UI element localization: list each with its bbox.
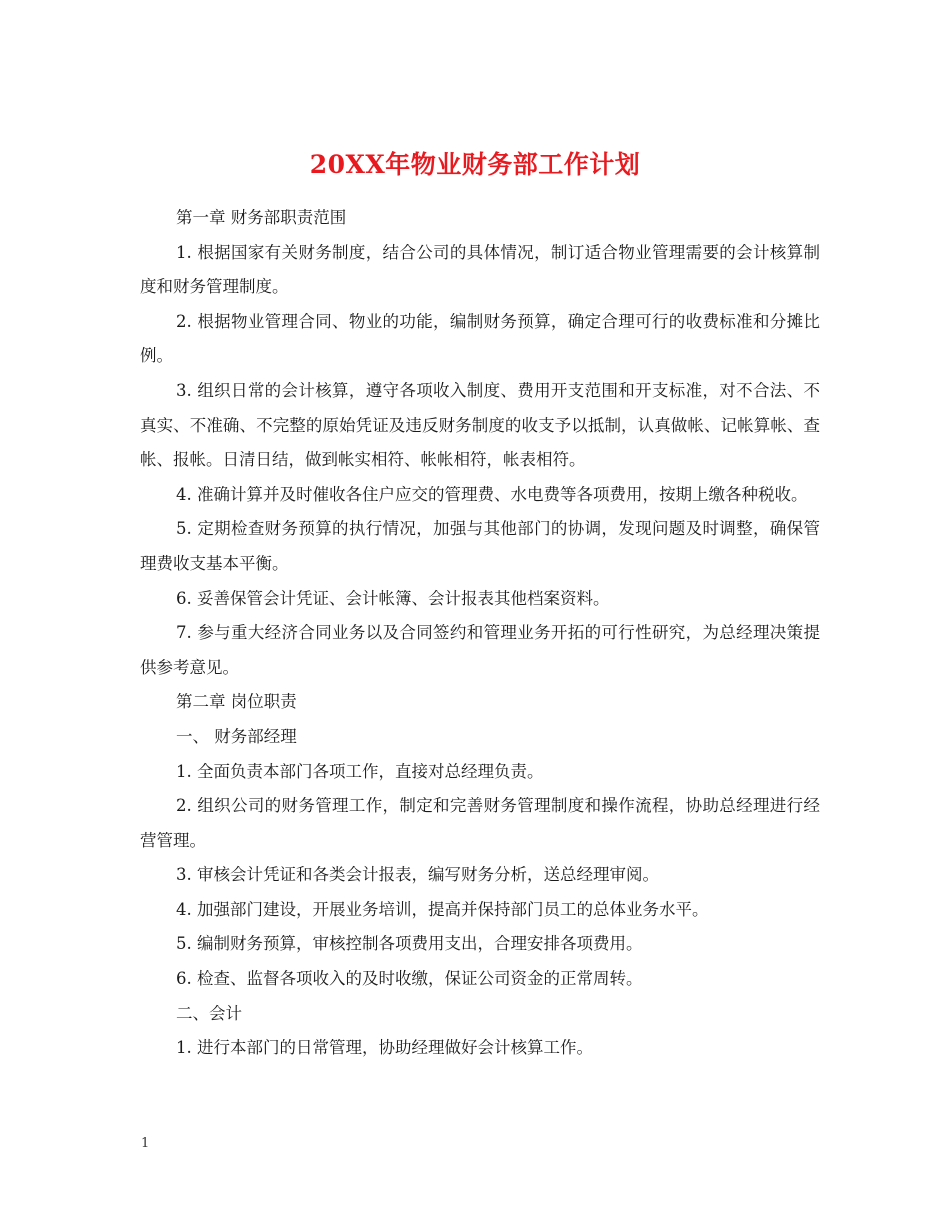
paragraph: 2. 根据物业管理合同、物业的功能，编制财务预算，确定合理可行的收费标准和分摊比例。 [140,311,820,366]
paragraph: 5. 定期检查财务预算的执行情况，加强与其他部门的协调，发现问题及时调整，确保管理费收支基本平衡。 [140,519,820,573]
paragraph: 7. 参与重大经济合同业务以及合同签约和管理业务开拓的可行性研究，为总经理决策提供参考意见。 [140,623,820,677]
paragraph: 5. 编制财务预算，审核控制各项费用支出，合理安排各项费用。 [176,934,643,954]
paragraph: 1. 全面负责本部门各项工作，直接对总经理负责。 [176,761,544,781]
document-body [140,201,820,1066]
paragraph: 3. 组织日常的会计核算，遵守各项收入制度、费用开支范围和开支标准，对不合法、不真实、不准确、不完整的原始凭证及违反财务制度的收支予以抵制，认真做帐、记帐算帐、查帐、报帐。日清日结，做到帐实相符、帐帐相符，帐表相符。 [140,380,820,470]
paragraph: 1. 进行本部门的日常管理，协助经理做好会计核算工作。 [176,1038,593,1058]
page-title: 20XX年物业财务部工作计划 [309,149,641,179]
chapter-heading: 第二章 岗位职责 [176,692,297,712]
page-number: 1 [141,1136,150,1151]
section-heading: 一、 财务部经理 [176,726,297,746]
section-heading: 二、会计 [176,1003,242,1023]
chapter-heading: 第一章 财务部职责范围 [176,208,347,227]
paragraph: 6. 检查、监督各项收入的及时收缴，保证公司资金的正常周转。 [176,969,643,989]
paragraph: 2. 组织公司的财务管理工作，制定和完善财务管理制度和操作流程，协助总经理进行经营管理。 [140,796,820,850]
paragraph: 4. 加强部门建设，开展业务培训，提高并保持部门员工的总体业务水平。 [176,899,709,919]
paragraph: 3. 审核会计凭证和各类会计报表，编写财务分析，送总经理审阅。 [176,865,659,885]
paragraph: 1. 根据国家有关财务制度，结合公司的具体情况，制订适合物业管理需要的会计核算制度和财务管理制度。 [140,242,820,297]
paragraph: 6. 妥善保管会计凭证、会计帐簿、会计报表其他档案资料。 [176,588,610,608]
paragraph: 4. 准确计算并及时催收各住户应交的管理费、水电费等各项费用，按期上缴各种税收。 [176,484,808,504]
